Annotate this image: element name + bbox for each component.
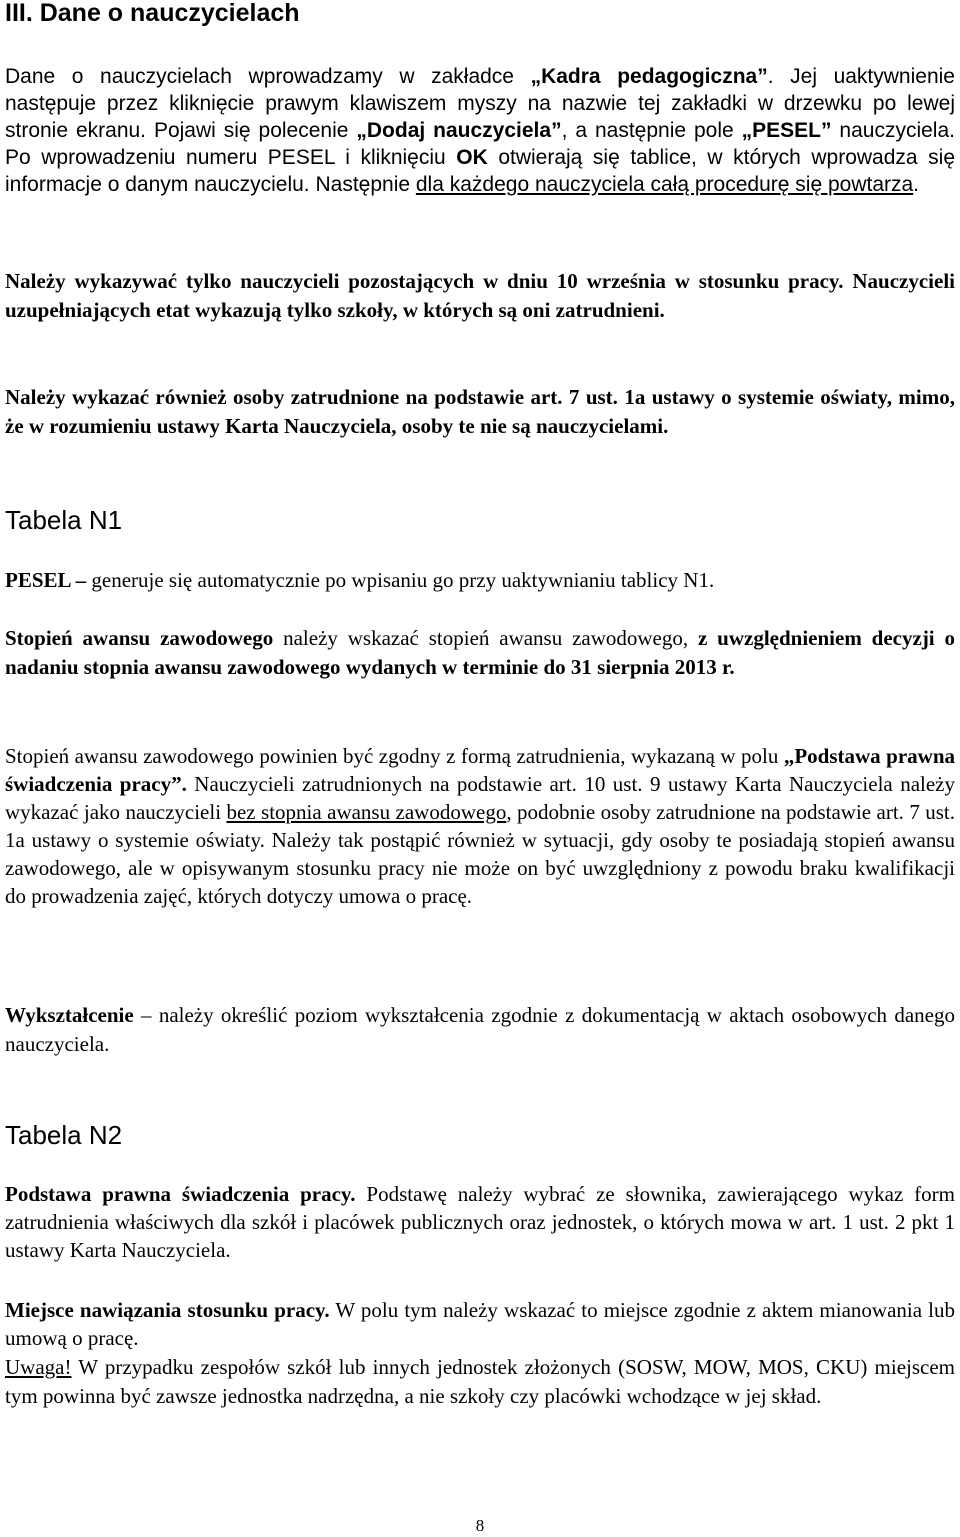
stopien-label: Stopień awansu zawodowego	[5, 626, 274, 650]
stopien-text: należy wskazać stopień awansu zawodowego,	[273, 626, 698, 650]
podstawa-label: Podstawa prawna świadczenia pracy.	[5, 1182, 356, 1206]
podstawa-field-name: „Podstawa prawna świadczenia pracy”.	[5, 744, 955, 796]
intro-text-3: , a następnie pole	[561, 119, 742, 142]
stopien2-text-2: Nauczycieli zatrudnionych na podstawie art. 10 ust. 9 ustawy Karta Nauczyciela należy wykazać jako nauczycieli	[5, 772, 955, 824]
podstawa-text: Podstawę należy wybrać ze słownika, zawierającego wykaz form zatrudnienia właściwych dla szkół i placówek publicznych oraz jednostek, o których mowa w art. 1 ust. 2 pkt 1 ustawy Karta Nauczyciela.	[5, 1182, 955, 1262]
intro-text-2: . Jej uaktywnienie następuje przez kliknięcie prawym klawiszem myszy na nazwie tej zakładki w drzewku po lewej stronie ekranu. Pojawi się polecenie	[5, 65, 955, 142]
uwaga-label: Uwaga!	[5, 1355, 72, 1379]
podstawa-paragraph	[5, 1180, 955, 1264]
wyksztalcenie-paragraph	[5, 1001, 955, 1059]
stopien-paragraph	[5, 624, 955, 682]
tabela-n2-heading: Tabela N2	[5, 1120, 123, 1150]
ok-button-name: OK	[456, 146, 488, 169]
pesel-field-name: „PESEL”	[741, 119, 832, 142]
miejsce-label: Miejsce nawiązania stosunku pracy.	[5, 1298, 330, 1322]
uwaga-text: W przypadku zespołów szkół lub innych jednostek złożonych (SOSW, MOW, MOS, CKU) miejscem tym powinna być zawsze jednostka nadrzędna, a nie szkoły czy placówki wchodzące w jej skład.	[5, 1355, 955, 1408]
section-title: III. Dane o nauczycielach	[5, 0, 300, 27]
note-teachers-employed	[5, 267, 955, 325]
pesel-label: PESEL –	[5, 568, 87, 592]
miejsce-paragraph	[5, 1296, 955, 1352]
uwaga-paragraph	[5, 1353, 955, 1411]
stopien-details-paragraph	[5, 742, 955, 910]
stopien2-text-1: Stopień awansu zawodowego powinien być zgodny z formą zatrudnienia, wykazaną w polu	[5, 744, 784, 768]
kadra-tab-name: „Kadra pedagogiczna”	[530, 65, 768, 88]
note-art7	[5, 383, 955, 441]
note-teachers-bold-2: Nauczycieli uzupełniających etat wykazują tylko szkoły, w których są oni zatrudnieni.	[5, 269, 955, 322]
intro-text-5: otwierają się tablice, w których wprowadza się informacje o danym nauczycielu. Następnie	[5, 146, 955, 196]
intro-paragraph	[5, 63, 955, 198]
intro-text-1: Dane o nauczycielach wprowadzamy w zakładce	[5, 65, 531, 88]
stopien-bold: z uwzględnieniem decyzji o nadaniu stopnia awansu zawodowego wydanych w terminie do 31 sierpnia 2013 r.	[5, 626, 955, 679]
page-number: 8	[475, 1516, 485, 1535]
stopien2-text-3: , podobnie osoby zatrudnione na podstawie art. 7 ust. 1a ustawy o systemie oświaty. Należy tak postąpić również w sytuacji, gdy osoby te posiadają stopień awansu zawodowego, ale w opisywanym stosunku pracy nie może on być uwzględniony z powodu braku kwalifikacji do prowadzenia zajęć, których dotyczy umowa o pracę.	[5, 800, 956, 908]
tabela-n1-heading: Tabela N1	[5, 505, 123, 535]
note-art7-bold: Należy wykazać również osoby zatrudnione na podstawie art. 7 ust. 1a ustawy o systemie oświaty, mimo, że w rozumieniu ustawy Karta Nauczyciela, osoby te nie są nauczycielami.	[5, 385, 955, 438]
intro-text-4: nauczyciela. Po wprowadzeniu numeru PESEL i kliknięciu	[5, 119, 955, 169]
wyksztalcenie-text: – należy określić poziom wykształcenia zgodnie z dokumentacją w aktach osobowych danego nauczyciela.	[5, 1003, 955, 1056]
miejsce-text: W polu tym należy wskazać to miejsce zgodnie z aktem mianowania lub umową o pracę.	[5, 1298, 956, 1350]
intro-text-6: .	[913, 173, 920, 196]
dodaj-command: „Dodaj nauczyciela”	[356, 119, 562, 142]
pesel-text: generuje się automatycznie po wpisaniu go przy uaktywnianiu tablicy N1.	[86, 568, 715, 592]
intro-underlined: dla każdego nauczyciela całą procedurę się powtarza	[415, 173, 914, 196]
pesel-paragraph	[5, 566, 955, 594]
note-teachers-bold: Należy wykazywać tylko nauczycieli pozostających w dniu 10 września w stosunku pracy.	[5, 269, 844, 293]
wyksztalcenie-label: Wykształcenie	[5, 1003, 134, 1027]
bez-stopnia-underlined: bez stopnia awansu zawodowego	[226, 800, 507, 824]
